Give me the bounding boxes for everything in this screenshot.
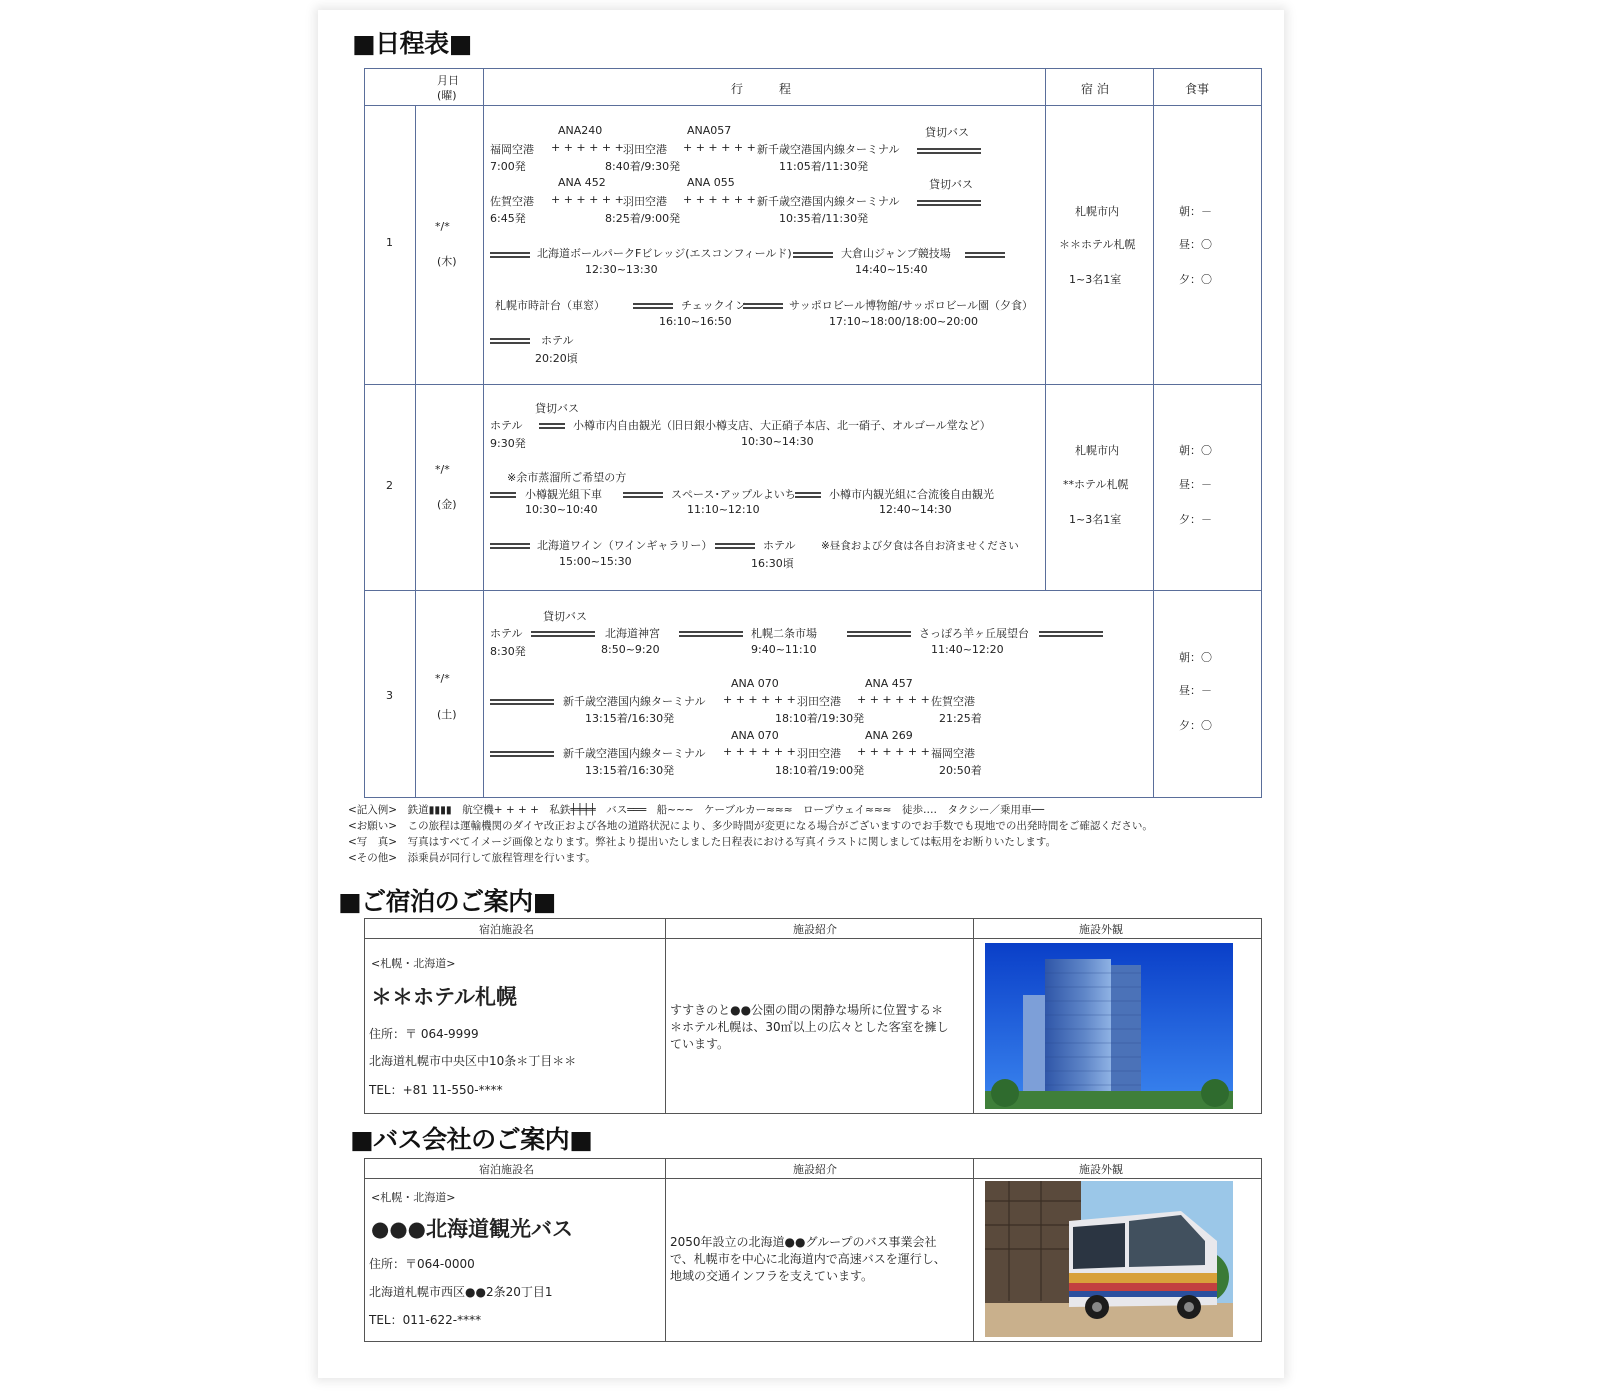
time-value: 8:40着/9:30発 [605,160,681,173]
day-number: 2 [386,479,393,492]
place-name: 札幌二条市場 [751,627,817,640]
transport-label: 貸切バス [925,126,969,139]
lodging-table [364,918,1262,1114]
place-name: 新千歳空港国内線ターミナル [563,747,706,760]
stay-hotel: **ホテル札幌 [1063,478,1129,491]
lodging-zip: 住所：〒 064-9999 [369,1027,479,1041]
bus-vehicle-image [985,1181,1233,1337]
lodging-desc-line: すすきのと●●公園の間の閑静な場所に位置する＊ [670,1003,944,1017]
time-value: 8:50~9:20 [601,643,660,656]
header-itinerary: 行 程 [731,82,792,96]
hotel-photo [985,943,1233,1109]
flight-number: ANA240 [558,124,603,137]
meal-lunch: 昼：〇 [1179,238,1212,251]
note-other: <その他> 添乗員が同行して旅程管理を行います。 [348,852,596,864]
lodging-desc-line: ＊ホテル札幌は、30㎡以上の広々とした客室を擁し [670,1020,949,1034]
bus-col-exterior: 施設外観 [1079,1163,1123,1176]
time-value: 12:40~14:30 [879,503,952,516]
time-value: 10:35着/11:30発 [779,212,869,225]
bus-zip: 住所：〒064-0000 [369,1257,475,1271]
flight-number: ANA 452 [558,176,606,189]
bus-title: ■バス会社のご案内■ [350,1125,593,1154]
note-request: <お願い> この旅程は運輸機関のダイヤ改正および各地の道路状況により、多少時間が変更になる場合がございますのでお手数でも現地での出発時間をご確認ください。 [348,820,1153,832]
time-value: 14:40~15:40 [855,263,928,276]
place-name: ホテル [763,539,796,552]
day-weekday: (土) [437,708,457,721]
bus-company-name: ●●●北海道観光バス [371,1217,573,1241]
bus-address: 北海道札幌市西区●●2条20丁目1 [369,1285,553,1299]
flight-number: ANA 269 [865,729,913,742]
time-value: 18:10着/19:00発 [775,764,865,777]
time-value: 21:25着 [939,712,982,725]
time-value: 7:00発 [490,160,526,173]
lodging-region: <札幌・北海道> [371,957,456,970]
meal-lunch: 昼：－ [1179,684,1212,697]
stay-city: 札幌市内 [1075,205,1119,218]
place-name: 小樽市内自由観光（旧日銀小樽支店、大正硝子本店、北一硝子、オルゴール堂など） [573,419,991,432]
place-name: 新千歳空港国内線ターミナル [757,143,900,156]
time-value: 8:30発 [490,645,526,658]
document-page [318,10,1284,1378]
stay-hotel: ＊＊ホテル札幌 [1059,238,1136,251]
place-name: 小樽観光組下車 [525,488,602,501]
time-value: 9:30発 [490,437,526,450]
day-weekday: (木) [437,255,457,268]
flight-number: ANA 055 [687,176,735,189]
bus-desc-line: 2050年設立の北海道●●グループのバス事業会社 [670,1235,937,1249]
place-name: 羽田空港 [797,747,841,760]
time-value: 10:30~10:40 [525,503,598,516]
meal-breakfast: 朝：〇 [1179,651,1212,664]
header-weekday-label: (曜) [437,89,457,102]
lodging-desc-line: ています。 [670,1037,730,1051]
place-name: 北海道ボールパークFビレッジ(エスコンフィールド) [537,247,792,260]
lodging-title: ■ご宿泊のご案内■ [338,887,556,916]
time-value: 18:10着/19:30発 [775,712,865,725]
note-text: ※昼食および夕食は各自お済ませください [821,540,1019,552]
time-value: 12:30~13:30 [585,263,658,276]
time-value: 16:10~16:50 [659,315,732,328]
lodging-hotel-name: ＊＊ホテル札幌 [371,985,517,1009]
place-name: 大倉山ジャンプ競技場 [841,247,951,260]
meal-lunch: 昼：－ [1179,478,1212,491]
place-name: 佐賀空港 [490,195,534,208]
stay-room: 1~3名1室 [1069,513,1122,526]
place-name: さっぽろ羊ヶ丘展望台 [919,627,1029,640]
bus-desc-line: 地域の交通インフラを支えています。 [670,1269,874,1283]
flight-number: ANA 070 [731,729,779,742]
lodging-address: 北海道札幌市中央区中10条＊丁目＊＊ [369,1054,577,1068]
bus-col-intro: 施設紹介 [793,1163,837,1176]
time-value: 13:15着/16:30発 [585,712,675,725]
place-name: ホテル [541,334,574,347]
transport-label: 貸切バス [535,402,579,415]
stay-room: 1~3名1室 [1069,273,1122,286]
place-name: 羽田空港 [797,695,841,708]
place-name: ホテル [490,627,523,640]
place-name: チェックイン [681,299,747,312]
time-value: 11:10~12:10 [687,503,760,516]
lodging-col-exterior: 施設外観 [1079,923,1123,936]
place-name: スペース･アップルよいち [671,488,796,501]
place-name: 北海道ワイン（ワインギャラリー） [537,539,713,552]
place-name: 札幌市時計台（車窓） [495,299,605,312]
hotel-building-image [985,943,1233,1109]
place-name: サッポロビール博物館/サッポロビール園（夕食） [789,299,1033,312]
flight-number: ANA057 [687,124,732,137]
meal-dinner: 夕：〇 [1179,273,1212,286]
header-stay: 宿 泊 [1081,82,1109,96]
bus-desc-line: で、札幌市を中心に北海道内で高速バスを運行し、 [670,1252,946,1266]
bus-region: <札幌・北海道> [371,1191,456,1204]
lodging-tel: TEL：+81 11-550-**** [369,1083,503,1097]
place-name: 佐賀空港 [931,695,975,708]
meal-dinner: 夕：－ [1179,513,1212,526]
place-name: ホテル [490,419,523,432]
place-name: 北海道神宮 [605,627,660,640]
time-value: 17:10~18:00/18:00~20:00 [829,315,978,328]
note-photo: <写 真> 写真はすべてイメージ画像となります。弊社より提出いたしました日程表における写真イラストに関しましては転用をお断りいたします。 [348,836,1057,848]
flight-number: ANA 457 [865,677,913,690]
day-number: 3 [386,689,393,702]
day-date: */* [435,672,450,685]
schedule-table: 月日 (曜) 行 程 宿 泊 食事 1 */* (木) ANA240 ANA057 貸切バス 福岡空港 + + + + + + 羽田空港 + + + + + + 新千歳空港国内線ターミナル 7:00発 8:40着/9:30発 11:05着/11:30発 ANA 452 ANA 055 貸切バス 佐賀空港 + + + + + + 羽田空港 + + + + + + 新千歳空港国内線ターミナル 6:45発 8:25着/9:00発 10:35着/11:30発 北海道ボールパークFビレッジ(エスコンフィールド) 大倉山ジャンプ競技場 12:30~13:30 14:40~15:40 札幌市時計台（車窓） チェックイン サッポロビール博物館/サッポロビール園（夕食） 16:10~16:50 17:10~18:00/18:00~20:00 ホテル 20:20頃 札幌市内 ＊＊ホテル札幌 1~3名1室 朝：－ 昼：〇 夕：〇 2 */* (金) 貸切バス ホテル 小樽市内自由観光（旧日銀小樽支店、大正硝子本店、北一硝子、オルゴール堂など） 9:30発 10:30~14:30 ※余市蒸溜所ご希望の方 小樽観光組下車 スペース･アップルよいち 小樽市内観光組に合流後自由観光 10:30~10:40 11:10~12:10 12:40~14:30 北海道ワイン（ワインギャラリー） ホテル ※昼食および夕食は各自お済ませください 15:00~15:30 16:30頃 札幌市内 **ホテル札幌 1~3名1室 朝：〇 昼：－ 夕：－ 3 */* (土) 貸切バス ホテル 北海道神宮 札幌二条市場 さっぽろ羊ヶ丘展望台 8:30発 8:50~9:20 9:40~11:10 11:40~12:20 ANA 070 ANA 457 新千歳空港国内線ターミナル + + + + + + 羽田空港 + + + + + + 佐賀空港 13:15着/16:30発 18:10着/19:30発 21:25着 ANA 070 ANA 269 新千歳空港国内線ターミナル + + + + + + 羽田空港 + + + + + + 福岡空港 13:15着/16:30発 18:10着/19:00発 20:50着 朝：〇 昼：－ 夕：〇 [364,68,1262,798]
time-value: 16:30頃 [751,557,794,570]
place-name: 福岡空港 [931,747,975,760]
note-legend: <記入例> 鉄道▮▮▮▮ 航空機+ + + + 私鉄╪╪╪╪ バス═══ 船~~~ ケーブルカー≈≈≈ ロープウェイ≈≈≈ 徒歩‥‥ タクシー／乗用車── [348,804,1045,816]
place-name: 羽田空港 [623,195,667,208]
time-value: 8:25着/9:00発 [605,212,681,225]
transport-label: 貸切バス [929,178,973,191]
time-value: 20:20頃 [535,352,578,365]
day-number: 1 [386,236,393,249]
time-value: 13:15着/16:30発 [585,764,675,777]
bus-table [364,1158,1262,1342]
place-name: 新千歳空港国内線ターミナル [563,695,706,708]
bus-photo [985,1181,1233,1337]
meal-breakfast: 朝：－ [1179,205,1212,218]
place-name: 小樽市内観光組に合流後自由観光 [829,488,994,501]
day-date: */* [435,220,450,233]
transport-label: 貸切バス [543,610,587,623]
time-value: 6:45発 [490,212,526,225]
bus-tel: TEL：011-622-**** [369,1313,482,1327]
meal-dinner: 夕：〇 [1179,719,1212,732]
time-value: 11:40~12:20 [931,643,1004,656]
time-value: 20:50着 [939,764,982,777]
schedule-title: ■日程表■ [352,29,472,58]
time-value: 9:40~11:10 [751,643,817,656]
time-value: 15:00~15:30 [559,555,632,568]
place-name: 羽田空港 [623,143,667,156]
header-meal: 食事 [1185,82,1210,96]
stay-city: 札幌市内 [1075,444,1119,457]
place-name: 新千歳空港国内線ターミナル [757,195,900,208]
lodging-col-intro: 施設紹介 [793,923,837,936]
header-date-label: 月日 [437,74,459,87]
bus-col-name: 宿泊施設名 [479,1163,534,1176]
meal-breakfast: 朝：〇 [1179,444,1212,457]
time-value: 11:05着/11:30発 [779,160,869,173]
time-value: 10:30~14:30 [741,435,814,448]
day-weekday: (金) [437,498,457,511]
lodging-col-name: 宿泊施設名 [479,923,534,936]
day-date: */* [435,463,450,476]
note-text: ※余市蒸溜所ご希望の方 [507,471,627,484]
flight-number: ANA 070 [731,677,779,690]
place-name: 福岡空港 [490,143,534,156]
